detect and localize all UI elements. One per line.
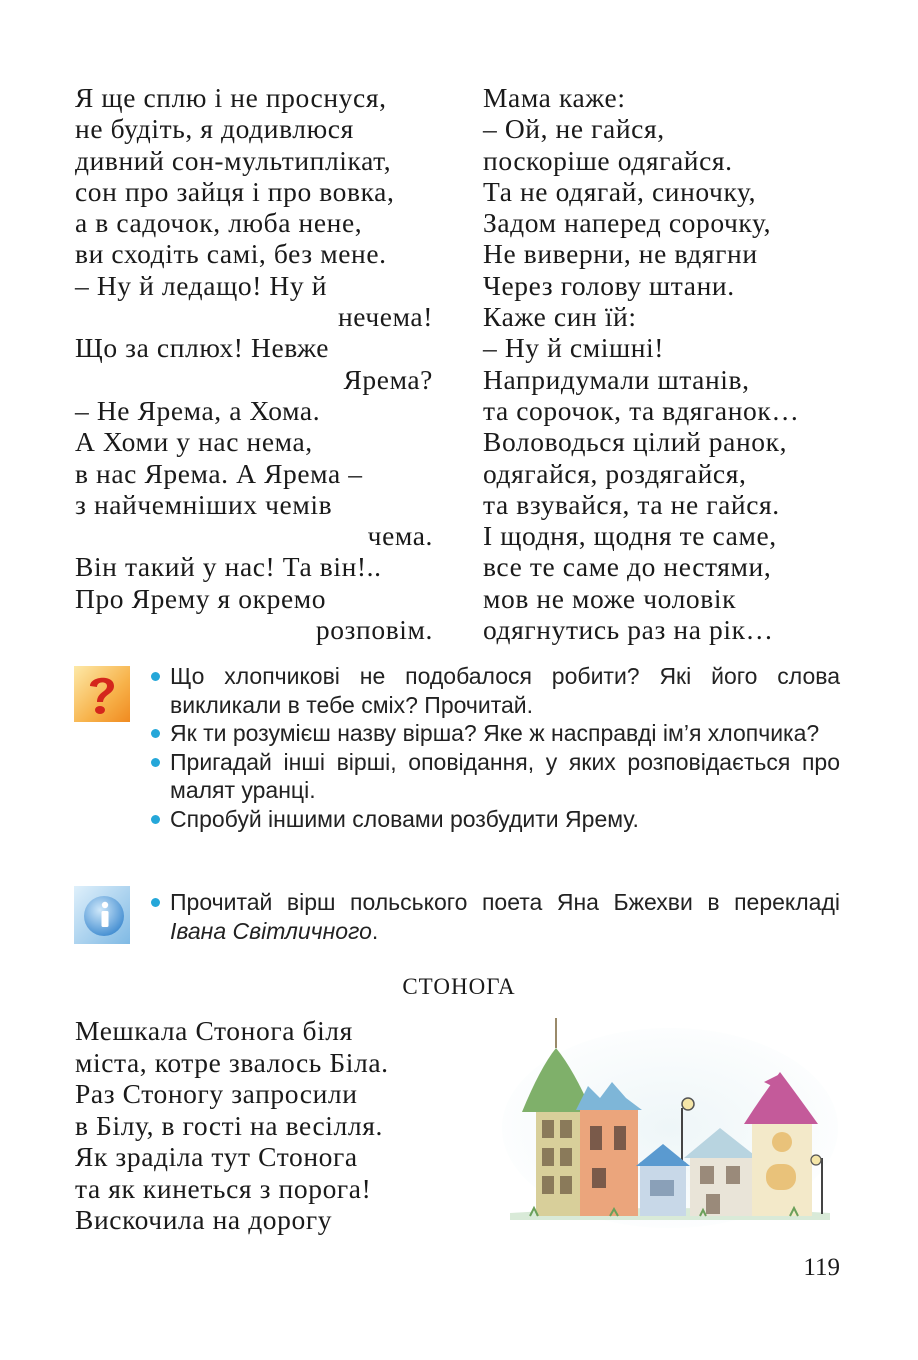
info-icon (74, 886, 130, 944)
bullet-dot (151, 729, 160, 738)
bullet-dot (151, 758, 160, 767)
poem-line: нечема! (337, 301, 433, 333)
bullet-dot (151, 815, 160, 824)
poem-line: не будіть, я додивлюся (75, 113, 354, 145)
question-text: Пригадай інші вірші, оповідання, у яких розповідається про малят уранці. (170, 748, 840, 803)
question-text: Спробуй іншими словами розбудити Ярему. (170, 805, 639, 832)
poem-line: Задом наперед сорочку, (483, 207, 772, 239)
poem-line: – Ой, не гайся, (483, 113, 665, 145)
poem-line: поскоріше одягайся. (483, 144, 733, 176)
poem-line: та взувайся, та не гайся. (483, 488, 780, 520)
poem-line: Ярема? (343, 363, 433, 395)
bullet-dot (151, 672, 160, 681)
poem-line: одягнутись раз на рік… (483, 614, 774, 646)
poem2-text (75, 1015, 389, 1236)
poem-line: розповім. (315, 614, 433, 646)
poem-line: мов не може чоловік (483, 582, 737, 614)
poem-line: з найчемніших чемів (75, 488, 333, 520)
poem-line: Каже син їй: (483, 301, 637, 333)
poem-line: Не виверни, не вдягни (483, 238, 758, 270)
poem-line: Напридумали штанів, (483, 363, 750, 395)
poem-line: Мешкала Стонога біля (75, 1015, 353, 1046)
questions-block (148, 662, 840, 833)
poem-line: одягайся, роздягайся, (483, 457, 747, 489)
question-mark-icon (74, 666, 130, 722)
question-text: Що хлопчикові не подобалося робити? Які його слова викликали в тебе сміх? Прочитай. (170, 663, 840, 718)
poem-line: І щодня, щодня те саме, (483, 520, 777, 552)
poem-line: Я ще сплю і не проснуся, (75, 82, 387, 113)
poem-line: в Білу, в гості на весілля. (75, 1109, 383, 1141)
poem-line: Вискочила на дорогу (75, 1204, 333, 1235)
question-text: Як ти розумієш назву вірша? Яке ж насправді ім’я хлопчика? (170, 720, 820, 746)
poem-line: та як кинеться з порога! (75, 1172, 372, 1204)
poem-line: Та не одягай, синочку, (483, 175, 757, 207)
poem-line: міста, котре звалось Біла. (75, 1046, 389, 1078)
poem-title: СТОНОГА (402, 974, 516, 999)
translator-name: Івана Світличного (170, 917, 372, 944)
question-item (148, 805, 840, 834)
poem-line: Мама каже: (483, 82, 626, 113)
poem-line: Раз Стоногу запросили (75, 1078, 358, 1109)
poem-line: – Ну й ледащо! Ну й (75, 269, 328, 301)
question-item (148, 748, 840, 805)
houses-illustration (500, 1008, 840, 1230)
poem-line: сон про зайця і про вовка, (75, 175, 395, 207)
poem-line: Як зраділа тут Стонога (75, 1141, 358, 1172)
poem-line: все те саме до нестями, (483, 551, 772, 583)
poem-line: – Ну й смішні! (483, 332, 665, 364)
page-number: 119 (803, 1254, 840, 1281)
poem-line: ви сходіть самі, без мене. (75, 238, 387, 270)
poem-line: а в садочок, люба нене, (75, 207, 363, 239)
info-block (148, 888, 840, 945)
question-item (148, 662, 840, 719)
info-text: Прочитай вірш польського поета Яна Бжехви в перекладі Івана Світличного. (170, 889, 840, 944)
poem-line: та сорочок, та вдяганок… (483, 394, 800, 426)
poem-line: – Не Ярема, а Хома. (75, 394, 321, 426)
poem-left-column (75, 82, 433, 645)
poem-line: А Хоми у нас нема, (75, 426, 313, 458)
poem-line: Воловодься цілий ранок, (483, 426, 788, 458)
poem-line: Він такий у нас! Та він!.. (75, 551, 382, 583)
poem-line: Через голову штани. (483, 269, 735, 301)
question-item (148, 719, 840, 748)
bullet-dot (151, 898, 160, 907)
poem-line: Про Ярему я окремо (75, 582, 327, 614)
poem-line: чема. (367, 520, 433, 552)
poem-line: в нас Ярема. А Ярема – (75, 457, 363, 489)
poem-line: дивний сон-мультиплікат, (75, 144, 392, 176)
poem-right-column (483, 82, 853, 645)
poem-line: Що за сплюх! Невже (75, 332, 330, 364)
